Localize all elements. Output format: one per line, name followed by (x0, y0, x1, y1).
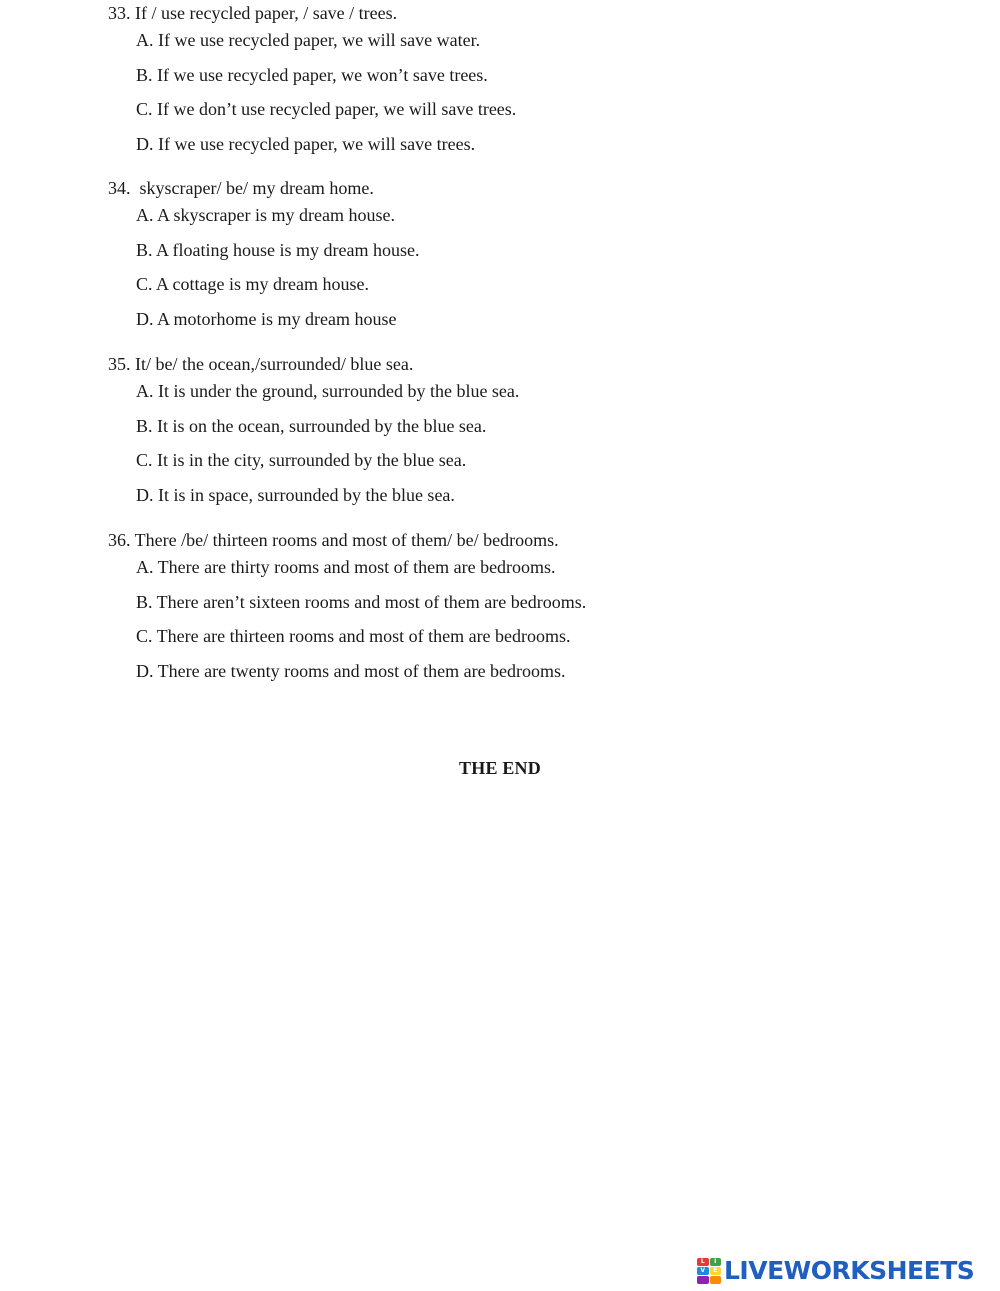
option-a[interactable]: A. It is under the ground, surrounded by the blue sea. (136, 381, 520, 401)
option-d[interactable]: D. There are twenty rooms and most of them are bedrooms. (136, 660, 566, 681)
option-d[interactable]: D. If we use recycled paper, we will save trees. (136, 133, 476, 154)
option-a[interactable]: A. A skyscraper is my dream house. (136, 205, 395, 225)
logo-mark-cell (697, 1276, 709, 1284)
logo-mark-cell: E (710, 1267, 722, 1275)
logo-mark-cell: I (710, 1258, 722, 1266)
question-prompt: 36. There /be/ thirteen rooms and most of them/ be/ bedrooms. (108, 530, 559, 550)
logo-mark-cell: V (697, 1267, 709, 1275)
logo-text: LIVEWORKSHEETS (724, 1256, 975, 1285)
option-c[interactable]: C. If we don’t use recycled paper, we will save trees. (136, 99, 517, 120)
logo-mark-cell: L (697, 1258, 709, 1266)
option-c[interactable]: C. A cottage is my dream house. (136, 274, 369, 295)
question-36 (108, 529, 968, 682)
liveworksheets-logo[interactable] (697, 1257, 974, 1285)
option-a[interactable]: A. There are thirty rooms and most of them are bedrooms. (136, 557, 556, 577)
option-c[interactable]: C. It is in the city, surrounded by the blue sea. (136, 450, 467, 471)
liveworksheets-logo-icon (697, 1258, 721, 1284)
question-33 (108, 2, 968, 155)
option-c[interactable]: C. There are thirteen rooms and most of them are bedrooms. (136, 626, 571, 647)
option-d[interactable]: D. A motorhome is my dream house (136, 308, 397, 329)
question-prompt: 35. It/ be/ the ocean,/surrounded/ blue sea. (108, 354, 414, 374)
question-34 (108, 177, 968, 330)
logo-mark-cell (710, 1276, 722, 1284)
option-b[interactable]: B. A floating house is my dream house. (136, 239, 420, 260)
question-prompt: 34. skyscraper/ be/ my dream home. (108, 178, 374, 198)
option-d[interactable]: D. It is in space, surrounded by the blue sea. (136, 484, 455, 505)
option-b[interactable]: B. If we use recycled paper, we won’t save trees. (136, 64, 488, 85)
question-35 (108, 353, 968, 506)
option-a[interactable]: A. If we use recycled paper, we will save water. (136, 30, 481, 50)
option-b[interactable]: B. There aren’t sixteen rooms and most of them are bedrooms. (136, 591, 587, 612)
the-end-heading: THE END (459, 758, 541, 778)
question-prompt: 33. If / use recycled paper, / save / trees. (108, 3, 398, 23)
option-b[interactable]: B. It is on the ocean, surrounded by the blue sea. (136, 415, 487, 436)
